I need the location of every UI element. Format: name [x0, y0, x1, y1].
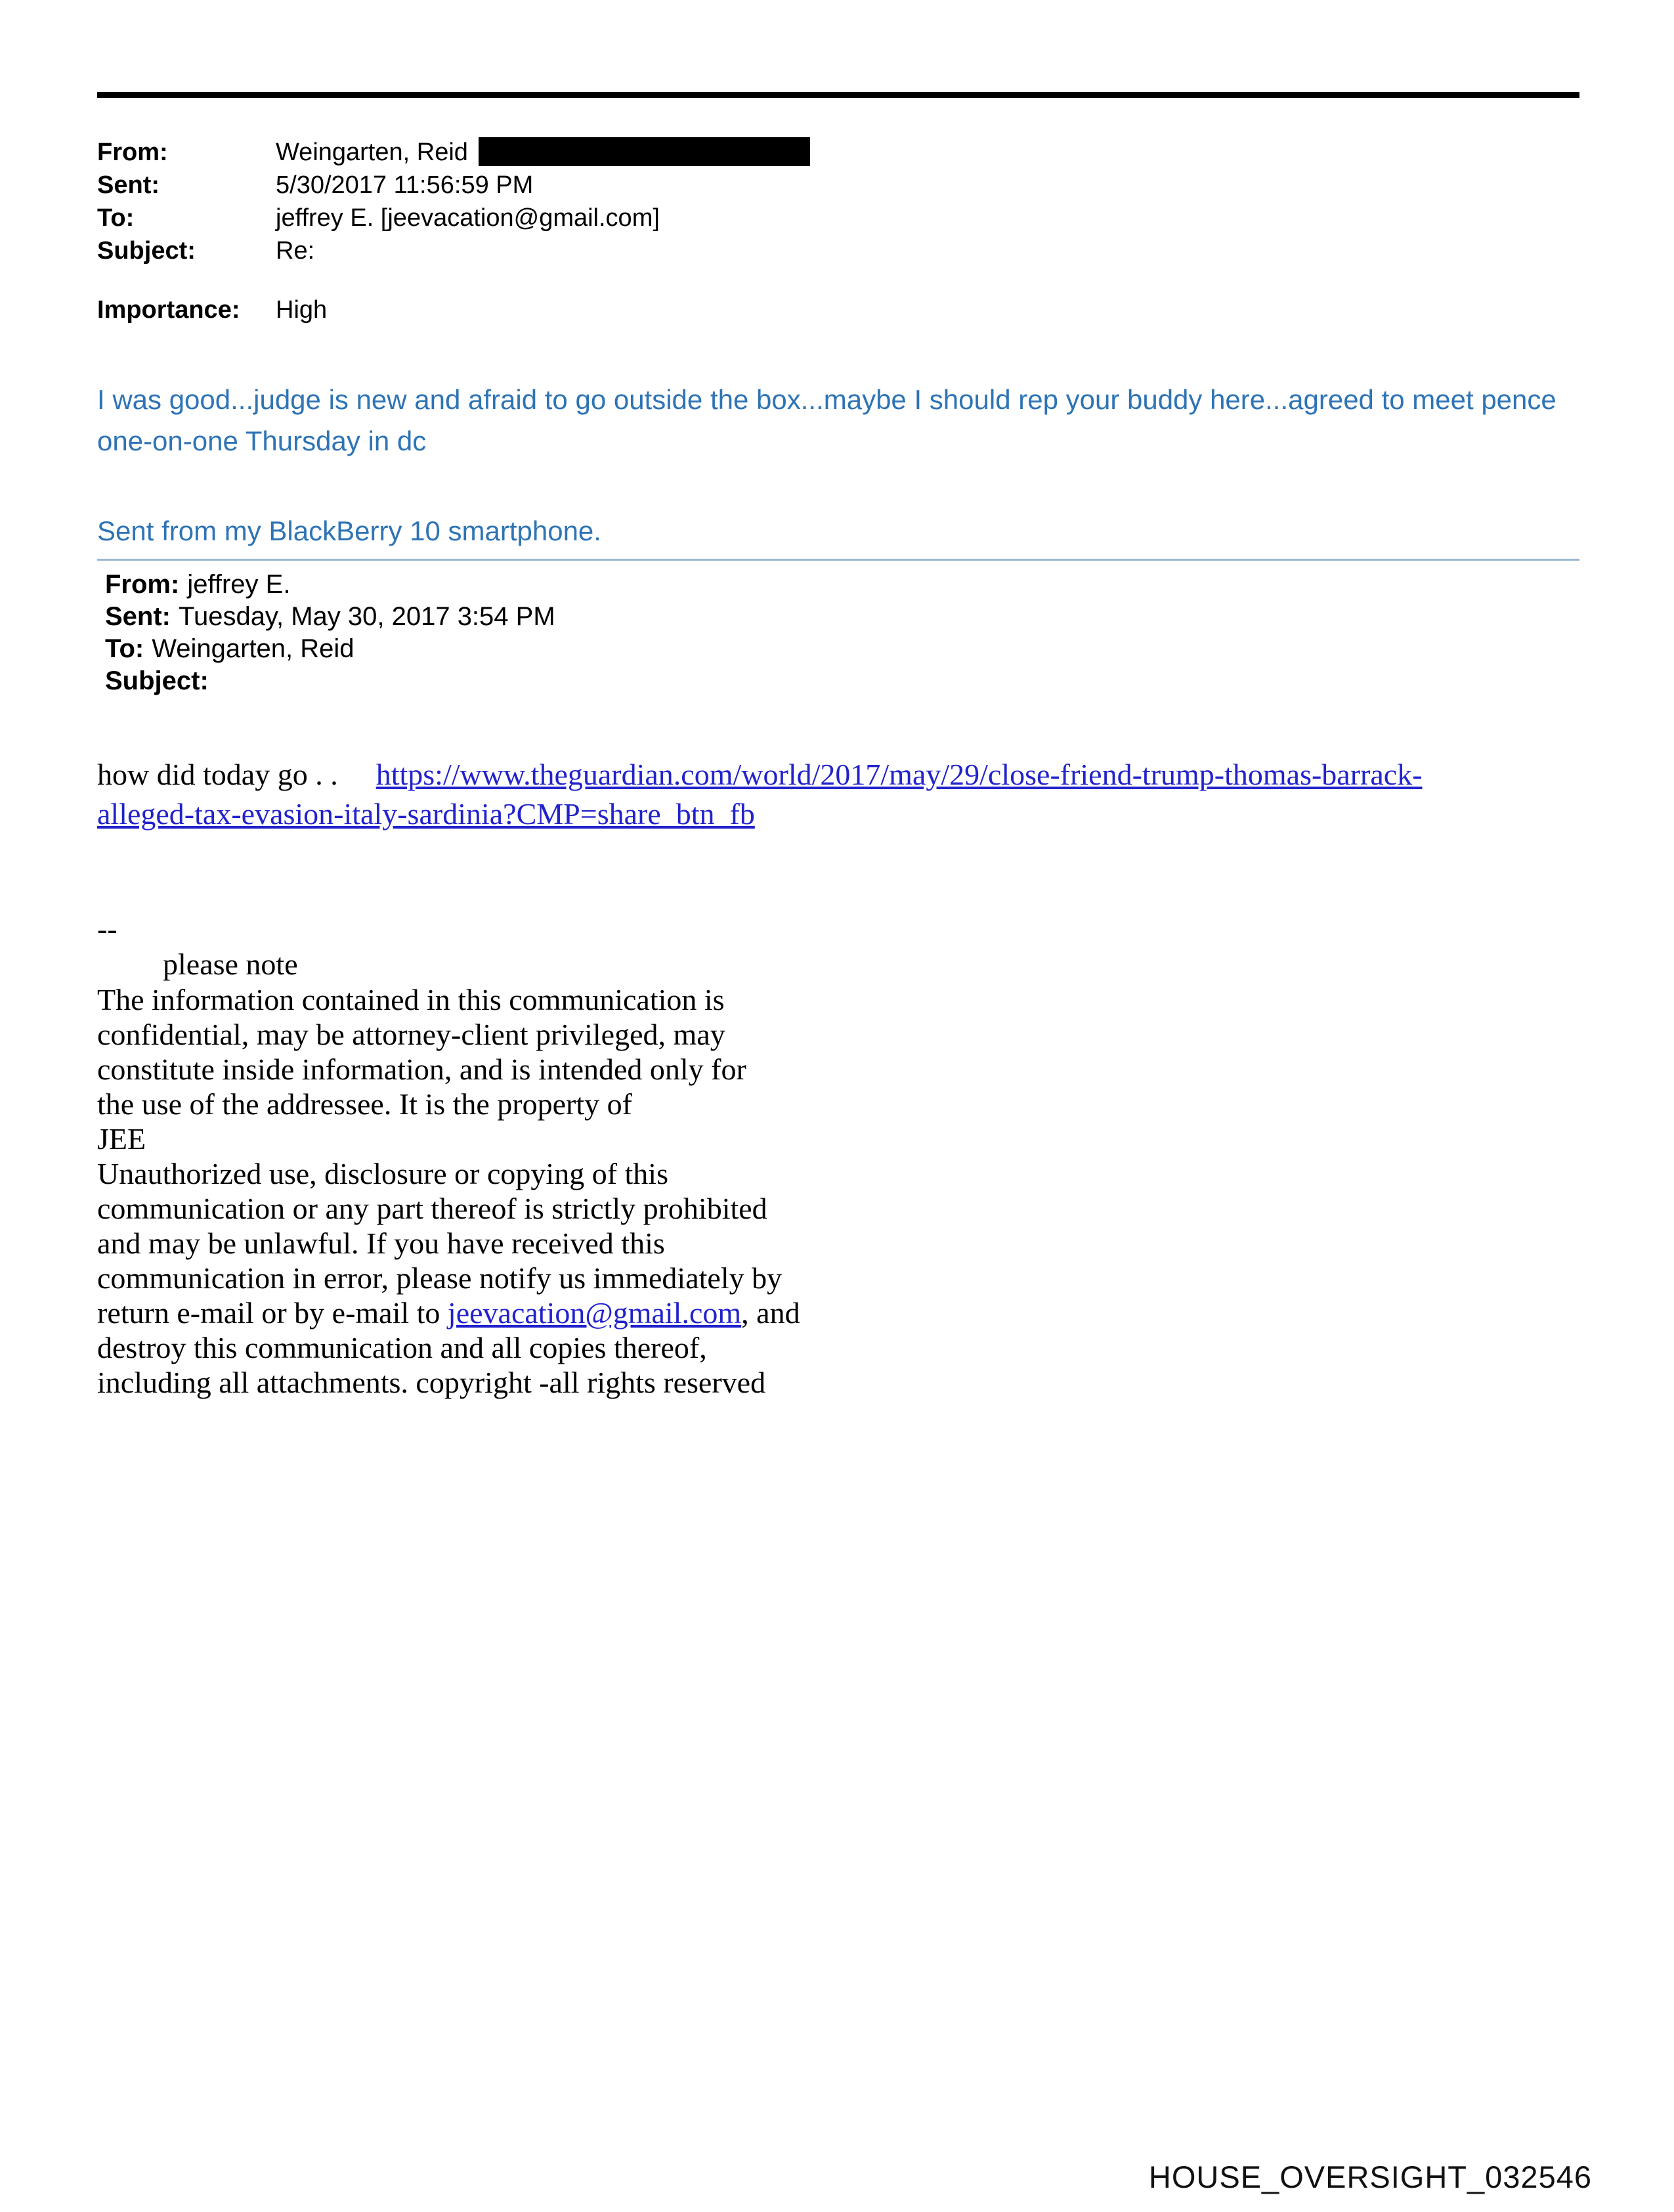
disclaimer-heading: please note	[163, 947, 298, 981]
email-printout	[97, 92, 1579, 1400]
disclaimer-line: constitute inside information, and is intended only for	[97, 1052, 746, 1086]
importance-value: High	[276, 296, 328, 324]
subject-label: Subject:	[97, 237, 196, 265]
header-row-from	[97, 136, 1579, 169]
to-value: jeffrey E. [jeevacation@gmail.com]	[276, 204, 660, 232]
importance-label: Importance:	[97, 296, 240, 324]
quoted-row-to	[105, 633, 1579, 665]
quoted-from-label: From:	[105, 570, 180, 599]
disclaimer-line: communication or any part thereof is strictly prohibited	[97, 1192, 767, 1225]
quoted-sent-value: Tuesday, May 30, 2017 3:54 PM	[179, 602, 555, 631]
quoted-row-from	[105, 569, 1579, 601]
quoted-to-value: Weingarten, Reid	[152, 634, 354, 663]
disclaimer-block	[97, 982, 1579, 1400]
sent-value: 5/30/2017 11:56:59 PM	[276, 171, 534, 199]
subject-value: Re:	[276, 237, 315, 265]
from-label: From:	[97, 139, 168, 166]
disclaimer-line: JEE	[97, 1122, 146, 1156]
quoted-body	[97, 755, 1579, 1400]
header-row-subject	[97, 234, 1579, 267]
disclaimer-line: confidential, may be attorney-client privileged, may	[97, 1018, 725, 1051]
guardian-link-line1: https://www.theguardian.com/world/2017/may/29/close-friend-trump-thomas-barrack-	[376, 758, 1423, 791]
disclaimer-line: including all attachments. copyright -all rights reserved	[97, 1366, 766, 1399]
reply-message: I was good...judge is new and afraid to go outside the box...maybe I should rep your buddy here...agreed to meet pence one-on-one Thursday in dc	[97, 384, 1556, 456]
disclaimer-line: The information contained in this communication is	[97, 983, 725, 1016]
quoted-message-divider	[97, 559, 1579, 561]
quoted-body-lead	[97, 755, 1541, 834]
quoted-from-value: jeffrey E.	[187, 570, 291, 599]
signature-dashes: --	[97, 912, 118, 945]
header-row-importance	[97, 293, 1579, 326]
quoted-sent-label: Sent:	[105, 602, 171, 631]
quoted-email-header	[97, 569, 1579, 697]
quoted-row-subject	[105, 665, 1579, 697]
quoted-lead-text: how did today go . .	[97, 758, 338, 791]
quoted-to-label: To:	[105, 634, 144, 663]
disclaimer-line: and may be unlawful. If you have received this	[97, 1226, 665, 1260]
redaction-bar	[479, 137, 810, 166]
blackberry-signature: Sent from my BlackBerry 10 smartphone.	[97, 515, 601, 546]
email-header	[97, 136, 1579, 326]
header-row-sent	[97, 169, 1579, 202]
disclaimer-line: destroy this communication and all copies thereof,	[97, 1331, 707, 1364]
sent-label: Sent:	[97, 171, 160, 199]
bates-number: HOUSE_OVERSIGHT_032546	[1148, 2159, 1592, 2194]
to-label: To:	[97, 204, 135, 232]
disclaimer-line: Unauthorized use, disclosure or copying of this	[97, 1157, 668, 1190]
disclaimer-text-after-link: , and	[741, 1296, 800, 1330]
disclaimer-text-before-link: return e-mail or by e-mail to	[97, 1296, 448, 1330]
jeevacation-email-link[interactable]: jeevacation@gmail.com	[447, 1296, 742, 1330]
disclaimer-line: the use of the addressee. It is the property of	[97, 1087, 632, 1121]
guardian-link-line2: alleged-tax-evasion-italy-sardinia?CMP=share_btn_fb	[97, 797, 755, 831]
quoted-subject-label: Subject:	[105, 666, 209, 695]
quoted-row-sent	[105, 601, 1579, 633]
header-row-to	[97, 202, 1579, 234]
from-value	[276, 136, 810, 169]
disclaimer-line: communication in error, please notify us immediately by	[97, 1261, 783, 1295]
disclaimer-line-with-link	[97, 1295, 1579, 1330]
top-rule-divider	[97, 92, 1579, 98]
from-name: Weingarten, Reid	[276, 139, 468, 166]
